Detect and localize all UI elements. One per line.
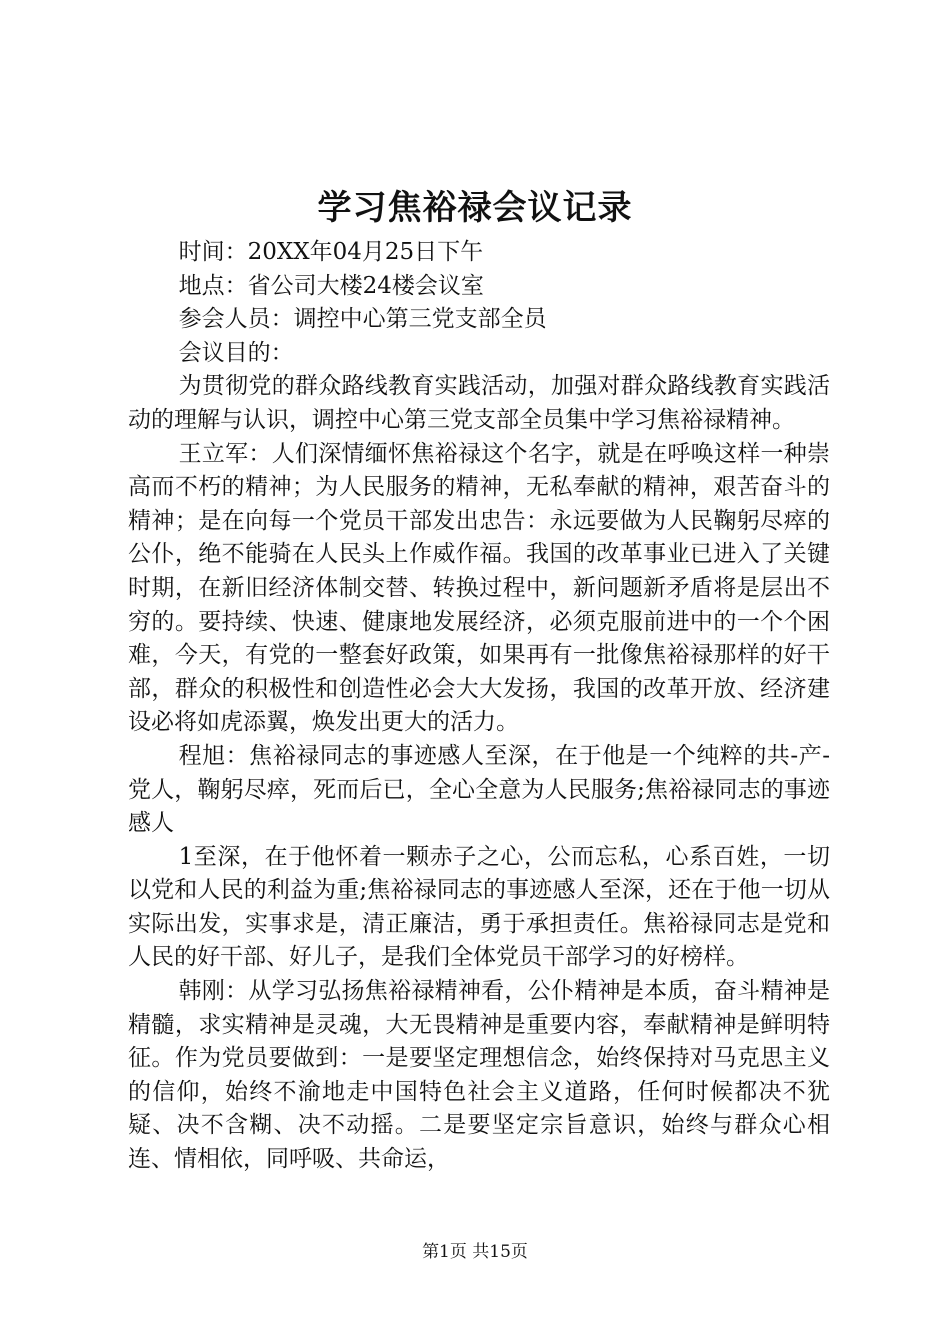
meeting-place: 地点：省公司大楼24楼会议室 <box>178 272 484 299</box>
paragraph-han-gang: 韩刚：从学习弘扬焦裕禄精神看，公仆精神是本质，奋斗精神是精髓，求实精神是灵魂，大无畏精神是重要内容，奉献精神是鲜明特征。作为党员要做到：一是要坚定理想信念，始终保持对马克思主义的信仰，始终不渝地走中国特色社会主义道路，任何时候都决不犹疑、决不含糊、决不动摇。二是要坚定宗旨意识，始终与群众心相连、情相依，同呼吸、共命运， <box>128 978 830 1173</box>
paragraph-wang-lijun: 王立军：人们深情缅怀焦裕禄这个名字，就是在呼唤这样一种崇高而不朽的精神；为人民服务的精神，无私奉献的精神，艰苦奋斗的精神；是在向每一个党员干部发出忠告：永远要做为人民鞠躬尽瘁的公仆，绝不能骑在人民头上作威作福。我国的改革事业已进入了关键时期，在新旧经济体制交替、转换过程中，新问题新矛盾将是层出不穷的。要持续、快速、健康地发展经济，必须克服前进中的一个个困难，今天，有党的一整套好政策，如果再有一批像焦裕禄那样的好干部，群众的积极性和创造性必会大大发扬，我国的改革开放、经济建设必将如虎添翼，焕发出更大的活力。 <box>128 440 830 736</box>
document-body <box>128 236 830 1177</box>
paragraph-cheng-xu: 程旭：焦裕禄同志的事迹感人至深，在于他是一个纯粹的共-产-党人，鞠躬尽瘁，死而后已，全心全意为人民服务;焦裕禄同志的事迹感人 <box>128 742 830 837</box>
page-footer: 第1页 共15页 <box>422 1242 528 1262</box>
document-title: 学习焦裕禄会议记录 <box>317 188 633 228</box>
paragraph-purpose: 为贯彻党的群众路线教育实践活动，加强对群众路线教育实践活动的理解与认识，调控中心第三党支部全员集中学习焦裕禄精神。 <box>128 373 830 433</box>
meeting-purpose-label: 会议目的： <box>178 339 294 366</box>
paragraph-continued: 1至深，在于他怀着一颗赤子之心，公而忘私，心系百姓，一切以党和人民的利益为重;焦裕禄同志的事迹感人至深，还在于他一切从实际出发，实事求是，清正廉洁，勇于承担责任。焦裕禄同志是党和人民的好干部、好儿子，是我们全体党员干部学习的好榜样。 <box>128 843 830 971</box>
meeting-time: 时间：20XX年04月25日下午 <box>178 239 484 265</box>
meeting-attendees: 参会人员：调控中心第三党支部全员 <box>178 306 547 333</box>
